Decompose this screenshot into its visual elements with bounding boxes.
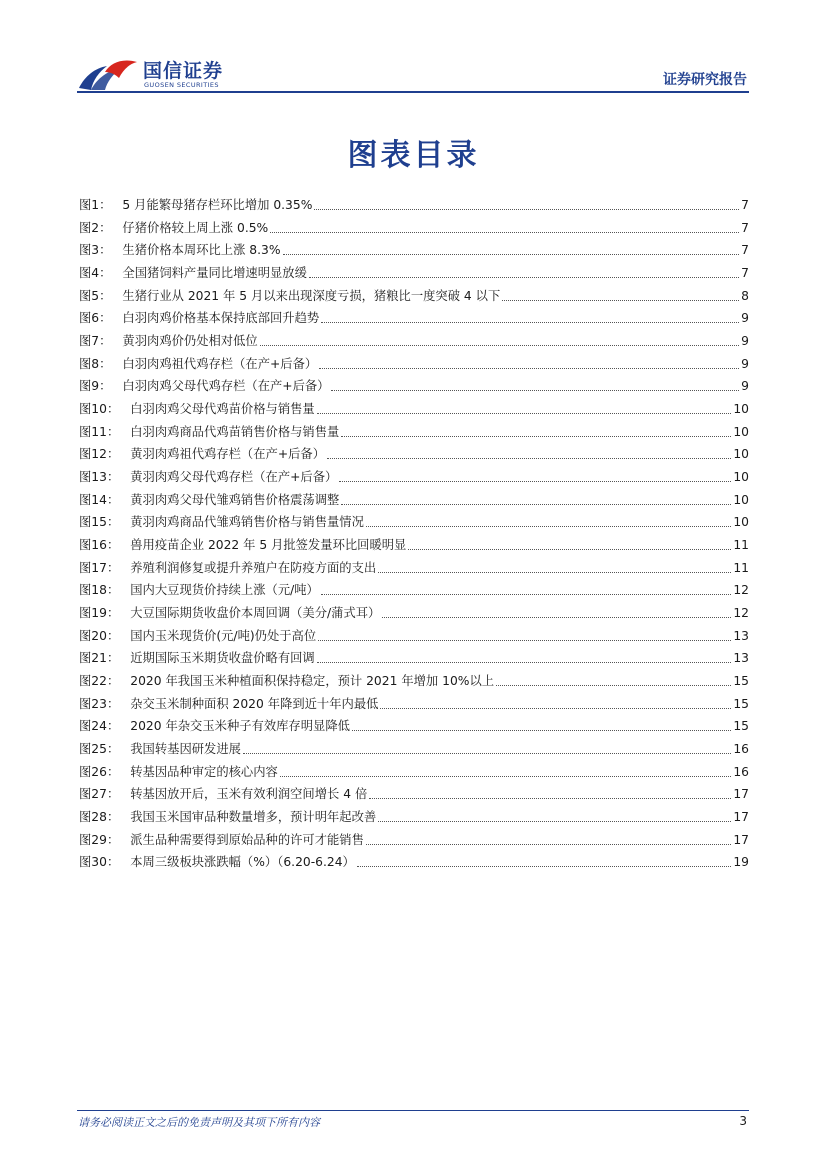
toc-entry-title: 黄羽肉鸡父母代雏鸡销售价格震荡调整 — [130, 492, 340, 507]
toc-leader-dots — [496, 685, 731, 686]
toc-entry-title: 生猪价格本周环比上涨 8.3% — [122, 243, 281, 258]
toc-entry[interactable] — [79, 715, 749, 738]
toc-entry-page: 16 — [733, 764, 749, 779]
toc-entry[interactable] — [79, 239, 749, 262]
toc-entry[interactable] — [79, 806, 749, 829]
toc-entry-page: 10 — [733, 470, 749, 485]
toc-entry[interactable] — [79, 307, 749, 330]
toc-entry-number: 图23： — [79, 696, 120, 711]
toc-leader-dots — [366, 526, 731, 527]
toc-entry-title: 白羽肉鸡父母代鸡苗价格与销售量 — [130, 402, 315, 417]
toc-entry-page: 9 — [741, 379, 749, 394]
toc-entry-title: 我国转基因研发进展 — [130, 742, 241, 757]
toc-entry-title: 我国玉米国审品种数量增多，预计明年起改善 — [130, 810, 377, 825]
toc-leader-dots — [369, 798, 731, 799]
toc-entry-title: 白羽肉鸡父母代鸡存栏（在产+后备） — [122, 379, 330, 394]
toc-entry[interactable] — [79, 761, 749, 784]
toc-entry-page: 17 — [733, 810, 749, 825]
toc-entry-page: 8 — [741, 288, 749, 303]
toc-leader-dots — [243, 753, 731, 754]
toc-entry[interactable] — [79, 829, 749, 852]
toc-entry-page: 17 — [733, 787, 749, 802]
toc-entry-title: 黄羽肉鸡商品代雏鸡销售价格与销售量情况 — [130, 515, 364, 530]
toc-entry-number: 图7： — [79, 334, 112, 349]
toc-entry-page: 9 — [741, 356, 749, 371]
toc-entry-page: 7 — [741, 243, 749, 258]
toc-entry-number: 图21： — [79, 651, 120, 666]
toc-leader-dots — [314, 209, 739, 210]
toc-entry[interactable] — [79, 353, 749, 376]
toc-entry-page: 15 — [733, 674, 749, 689]
footer-divider — [77, 1110, 749, 1111]
toc-entry-number: 图18： — [79, 583, 120, 598]
toc-entry-number: 图13： — [79, 470, 120, 485]
toc-entry[interactable] — [79, 375, 749, 398]
toc-entry-title: 5 月能繁母猪存栏环比增加 0.35% — [122, 198, 313, 212]
toc-leader-dots — [339, 481, 731, 482]
toc-leader-dots — [331, 390, 739, 391]
toc-entry-title: 黄羽肉鸡价仍处相对低位 — [122, 334, 258, 349]
guosen-logo — [77, 56, 237, 96]
toc-leader-dots — [502, 300, 739, 301]
toc-entry-title: 2020 年杂交玉米种子有效库存明显降低 — [130, 719, 350, 734]
toc-entry-number: 图30： — [79, 855, 120, 870]
toc-entry-page: 17 — [733, 832, 749, 847]
logo-text-en: GUOSEN SECURITIES — [144, 81, 219, 89]
toc-entry[interactable] — [79, 534, 749, 557]
guosen-logo-icon — [77, 58, 139, 92]
toc-entry-number: 图20： — [79, 628, 120, 643]
toc-entry-page: 12 — [733, 606, 749, 621]
header-divider — [77, 91, 749, 93]
toc-entry[interactable] — [79, 625, 749, 648]
toc-leader-dots — [280, 776, 732, 777]
toc-entry-title: 黄羽肉鸡祖代鸡存栏（在产+后备） — [130, 447, 326, 462]
toc-entry-page: 13 — [733, 651, 749, 666]
toc-leader-dots — [366, 844, 731, 845]
toc-leader-dots — [408, 549, 731, 550]
toc-leader-dots — [352, 730, 731, 731]
toc-entry[interactable] — [79, 421, 749, 444]
footer-disclaimer: 请务必阅读正文之后的免责声明及其项下所有内容 — [78, 1116, 320, 1129]
toc-entry-title: 养殖利润修复或提升养殖户在防疫方面的支出 — [130, 560, 377, 575]
toc-entry-number: 图9： — [79, 379, 112, 394]
toc-entry[interactable] — [79, 330, 749, 353]
toc-leader-dots — [341, 436, 731, 437]
toc-entry-number: 图22： — [79, 674, 120, 689]
toc-entry[interactable] — [79, 602, 749, 625]
toc-entry-page: 15 — [733, 696, 749, 711]
toc-entry[interactable] — [79, 398, 749, 421]
toc-entry-title: 生猪行业从 2021 年 5 月以来出现深度亏损，猪粮比一度突破 4 以下 — [122, 288, 501, 303]
toc-entry-title: 国内玉米现货价(元/吨)仍处于高位 — [130, 628, 317, 643]
logo-text-cn: 国信证券 — [143, 60, 224, 82]
toc-entry[interactable] — [79, 262, 749, 285]
toc-entry-number: 图28： — [79, 810, 120, 825]
toc-entry[interactable] — [79, 738, 749, 761]
toc-entry-number: 图6： — [79, 311, 112, 326]
toc-entry-title: 本周三级板块涨跌幅（%）（6.20-6.24） — [130, 855, 355, 870]
toc-entry-number: 图4： — [79, 266, 112, 281]
toc-entry-page: 10 — [733, 515, 749, 530]
toc-entry-page: 11 — [733, 560, 749, 575]
toc-leader-dots — [283, 254, 740, 255]
toc-entry-number: 图5： — [79, 288, 112, 303]
toc-entry-title: 黄羽肉鸡父母代鸡存栏（在产+后备） — [130, 470, 338, 485]
toc-leader-dots — [321, 594, 731, 595]
toc-entry-title: 杂交玉米制种面积 2020 年降到近十年内最低 — [130, 696, 379, 711]
toc-entry-title: 白羽肉鸡祖代鸡存栏（在产+后备） — [122, 356, 318, 371]
toc-leader-dots — [321, 322, 739, 323]
toc-entry-number: 图14： — [79, 492, 120, 507]
toc-entry-number: 图12： — [79, 447, 120, 462]
toc-entry-page: 9 — [741, 334, 749, 349]
report-type-label: 证券研究报告 — [663, 72, 747, 88]
page-title: 图表目录 — [347, 138, 480, 173]
toc-entry-number: 图1： — [79, 198, 112, 212]
toc-entry-title: 白羽肉鸡商品代鸡苗销售价格与销售量 — [130, 424, 340, 439]
toc-entry-page: 15 — [733, 719, 749, 734]
toc-entry[interactable] — [79, 194, 749, 217]
page-header — [0, 0, 827, 100]
toc-leader-dots — [378, 821, 731, 822]
toc-entry-number: 图17： — [79, 560, 120, 575]
toc-entry-page: 7 — [741, 198, 749, 212]
toc-entry[interactable] — [79, 217, 749, 240]
toc-entry-number: 图24： — [79, 719, 120, 734]
toc-leader-dots — [319, 368, 739, 369]
toc-leader-dots — [317, 662, 732, 663]
toc-leader-dots — [260, 345, 739, 346]
toc-leader-dots — [309, 277, 739, 278]
toc-entry-page: 9 — [741, 311, 749, 326]
toc-entry-page: 12 — [733, 583, 749, 598]
toc-entry-page: 7 — [741, 266, 749, 281]
toc-leader-dots — [341, 504, 731, 505]
toc-entry-title: 2020 年我国玉米种植面积保持稳定，预计 2021 年增加 10%以上 — [130, 674, 495, 689]
toc-entry-title: 转基因品种审定的核心内容 — [130, 764, 278, 779]
toc-entry[interactable] — [79, 693, 749, 716]
toc-entry-page: 16 — [733, 742, 749, 757]
toc-entry-number: 图3： — [79, 243, 112, 258]
toc-entry-title: 近期国际玉米期货收盘价略有回调 — [130, 651, 315, 666]
toc-leader-dots — [270, 232, 739, 233]
toc-entry-title: 兽用疫苗企业 2022 年 5 月批签发量环比回暖明显 — [130, 538, 407, 553]
toc-entry-number: 图27： — [79, 787, 120, 802]
toc-leader-dots — [380, 708, 731, 709]
toc-entry-number: 图8： — [79, 356, 112, 371]
toc-entry-title: 转基因放开后，玉米有效利润空间增长 4 倍 — [130, 787, 368, 802]
toc-entry-number: 图25： — [79, 742, 120, 757]
page-number: 3 — [739, 1114, 747, 1128]
toc-leader-dots — [318, 640, 731, 641]
toc-entry-title: 全国猪饲料产量同比增速明显放缓 — [122, 266, 307, 281]
toc-leader-dots — [357, 866, 732, 867]
toc-entry-page: 7 — [741, 220, 749, 235]
toc-entry-page: 10 — [733, 402, 749, 417]
toc-entry[interactable] — [79, 579, 749, 602]
table-of-figures — [79, 194, 749, 874]
toc-entry-page: 13 — [733, 628, 749, 643]
toc-entry[interactable] — [79, 557, 749, 580]
toc-leader-dots — [327, 458, 731, 459]
toc-leader-dots — [382, 617, 731, 618]
toc-entry-title: 白羽肉鸡价格基本保持底部回升趋势 — [122, 311, 320, 326]
toc-entry-number: 图2： — [79, 220, 112, 235]
toc-entry[interactable] — [79, 647, 749, 670]
toc-entry-number: 图29： — [79, 832, 120, 847]
toc-entry-number: 图26： — [79, 764, 120, 779]
toc-entry-number: 图16： — [79, 538, 120, 553]
toc-entry[interactable] — [79, 285, 749, 308]
toc-entry[interactable] — [79, 670, 749, 693]
toc-entry[interactable] — [79, 511, 749, 534]
toc-entry[interactable] — [79, 489, 749, 512]
toc-entry-number: 图19： — [79, 606, 120, 621]
toc-entry[interactable] — [79, 783, 749, 806]
toc-entry-page: 19 — [733, 855, 749, 870]
toc-entry-title: 国内大豆现货价持续上涨（元/吨） — [130, 583, 319, 598]
toc-entry[interactable] — [79, 851, 749, 874]
toc-entry-title: 派生品种需要得到原始品种的许可才能销售 — [130, 832, 364, 847]
toc-entry-page: 10 — [733, 447, 749, 462]
toc-leader-dots — [378, 572, 731, 573]
toc-entry[interactable] — [79, 443, 749, 466]
toc-entry-number: 图15： — [79, 515, 120, 530]
toc-entry-page: 10 — [733, 424, 749, 439]
toc-entry-title: 大豆国际期货收盘价本周回调（美分/蒲式耳） — [130, 606, 381, 621]
toc-entry-page: 11 — [733, 538, 749, 553]
toc-entry-page: 10 — [733, 492, 749, 507]
toc-leader-dots — [317, 413, 732, 414]
toc-entry-number: 图10： — [79, 402, 120, 417]
toc-entry-title: 仔猪价格较上周上涨 0.5% — [122, 220, 269, 235]
toc-entry[interactable] — [79, 466, 749, 489]
toc-entry-number: 图11： — [79, 424, 120, 439]
